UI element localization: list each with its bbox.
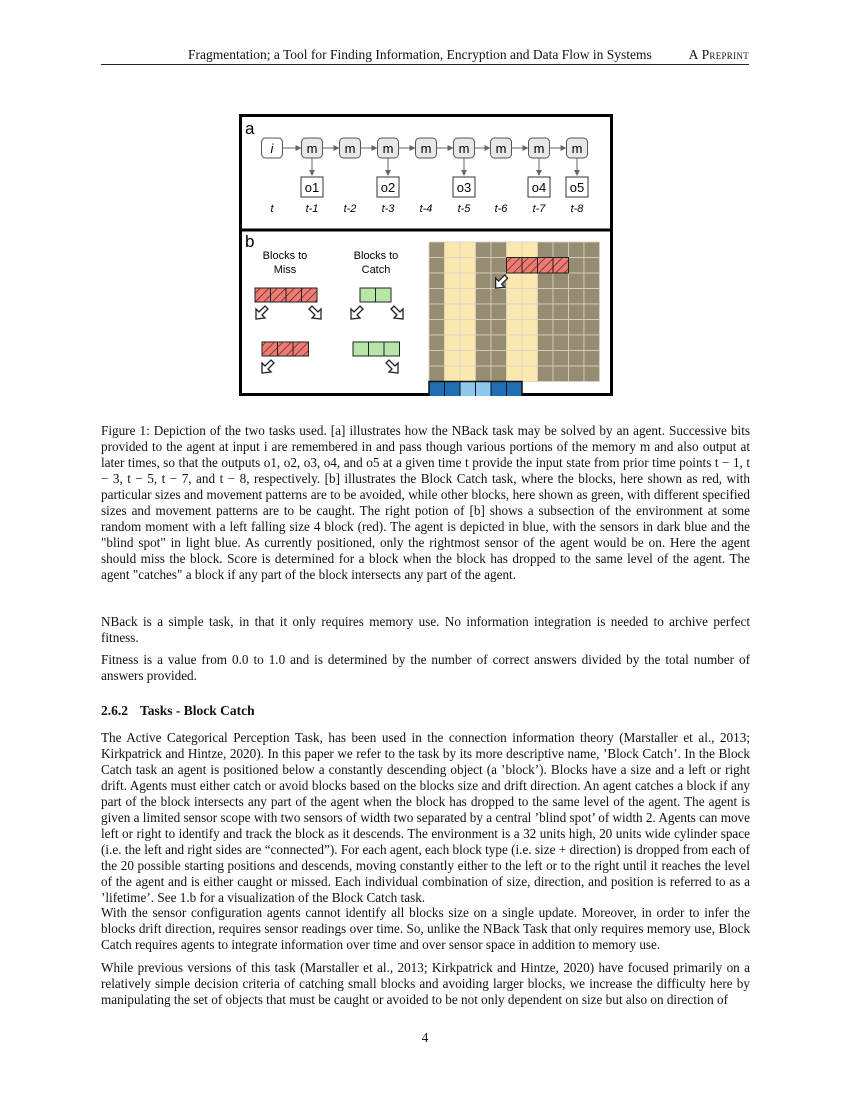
grid-cell bbox=[553, 366, 569, 382]
sensor-column-cell bbox=[522, 366, 538, 382]
sensor-column-cell bbox=[460, 258, 476, 274]
grid-cell bbox=[584, 335, 600, 351]
memory-symbol: m bbox=[571, 141, 583, 156]
time-label: t-4 bbox=[419, 203, 433, 215]
grid-cell bbox=[538, 273, 554, 289]
grid-cell bbox=[476, 366, 492, 382]
sensor-column-cell bbox=[445, 320, 461, 336]
grid-cell bbox=[491, 320, 507, 336]
catch-block bbox=[353, 342, 369, 356]
miss-block-hatch bbox=[286, 288, 302, 302]
grid-cell bbox=[491, 242, 507, 258]
grid-cell bbox=[569, 304, 585, 320]
grid-cell bbox=[584, 242, 600, 258]
grid-cell bbox=[429, 335, 445, 351]
sensor-column-cell bbox=[507, 289, 523, 305]
panel-a-label: a bbox=[245, 119, 255, 138]
grid-cell bbox=[569, 366, 585, 382]
sensor-column-cell bbox=[507, 366, 523, 382]
grid-cell bbox=[584, 289, 600, 305]
grid-cell bbox=[538, 320, 554, 336]
figure-caption: Figure 1: Depiction of the two tasks used. [a] illustrates how the NBack task may be solved by an agent. Successive bits provided to the agent at input i are remembered in and pass though various portions of the memory m and also output at later times, so that the outputs o1, o2, o3, o4, and o5 at a given time t provide the input state from prior time points t − 1, t − 3, t − 5, t − 7, and t − 8, respectively. [b] illustrates the Block Catch task, where the blocks, here shown as red, with particular sizes and movement patterns are to be avoided, while other blocks, here shown as green, with different specified sizes and movement patterns are to be caught. The right potion of [b] shows a subsection of the environment at some random moment with a left falling size 4 block (red). The agent is depicted in blue, with the sensors in dark blue and the "blind spot" in light blue. As currently positioned, only the rightmost sensor of the agent would be on. Here the agent should miss the block. Score is determined for a block when the block has dropped to the same level of the agent. The agent "catches" a block if any part of the block intersects any part of the agent. bbox=[101, 423, 750, 582]
grid-cell bbox=[476, 289, 492, 305]
grid-cell bbox=[584, 351, 600, 367]
memory-symbol: m bbox=[420, 141, 432, 156]
paragraph-fitness: Fitness is a value from 0.0 to 1.0 and is determined by the number of correct answers divided by the total number of answers provided. bbox=[101, 652, 750, 683]
sensor-column-cell bbox=[522, 304, 538, 320]
sensor-column-cell bbox=[460, 304, 476, 320]
grid-cell bbox=[569, 273, 585, 289]
sensor-column-cell bbox=[507, 351, 523, 367]
grid-cell bbox=[429, 351, 445, 367]
grid-cell bbox=[538, 304, 554, 320]
sensor-column-cell bbox=[507, 320, 523, 336]
grid-cell bbox=[476, 351, 492, 367]
time-label: t-7 bbox=[532, 203, 546, 215]
grid-cell bbox=[476, 242, 492, 258]
grid-cell bbox=[491, 335, 507, 351]
miss-label-line-1: Blocks to bbox=[262, 250, 308, 262]
sensor-column-cell bbox=[460, 366, 476, 382]
time-label: t-5 bbox=[457, 203, 471, 215]
miss-block-hatch bbox=[255, 288, 271, 302]
page-number: 4 bbox=[421, 1030, 429, 1045]
memory-symbol: m bbox=[533, 141, 545, 156]
grid-cell bbox=[429, 366, 445, 382]
sensor-column-cell bbox=[460, 335, 476, 351]
section-heading bbox=[101, 703, 255, 719]
agent-sensor bbox=[507, 382, 523, 397]
section-number: 2.6.2 bbox=[101, 703, 128, 718]
paragraph-sensor-config: With the sensor configuration agents cannot identify all blocks size on a single update. Moreover, in order to infer the blocks drift direction, requires sensor readings over time. So, unlike the NBack Task that only requires memory use, Block Catch requires agents to integrate information over time and over sensor space in addition to memory use. bbox=[101, 905, 750, 952]
sensor-column-cell bbox=[445, 289, 461, 305]
catch-label-line-2: Catch bbox=[361, 264, 391, 276]
memory-symbol: m bbox=[495, 141, 507, 156]
page-header bbox=[101, 44, 749, 65]
sensor-column-cell bbox=[522, 351, 538, 367]
sensor-column-cell bbox=[445, 304, 461, 320]
time-label: t bbox=[270, 203, 274, 215]
miss-block-hatch bbox=[271, 288, 287, 302]
grid-cell bbox=[569, 258, 585, 274]
grid-cell bbox=[584, 273, 600, 289]
grid-cell bbox=[491, 366, 507, 382]
catch-block bbox=[360, 288, 376, 302]
paragraph-previous-versions: While previous versions of this task (Marstaller et al., 2013; Kirkpatrick and Hintze, 2020) have focused primarily on a relatively simple decision criteria of catching small blocks and avoiding larger blocks, we increase the difficulty here by manipulating the set of objects that must be caught or avoided to be not only dependent on size but also on direction of bbox=[101, 960, 750, 1007]
sensor-column-cell bbox=[460, 289, 476, 305]
grid-cell bbox=[569, 242, 585, 258]
grid-cell bbox=[584, 304, 600, 320]
grid-cell bbox=[569, 351, 585, 367]
output-label: o2 bbox=[380, 180, 396, 195]
grid-cell bbox=[429, 258, 445, 274]
grid-cell bbox=[584, 366, 600, 382]
output-label: o5 bbox=[569, 180, 585, 195]
sensor-column-cell bbox=[460, 242, 476, 258]
grid-cell bbox=[429, 273, 445, 289]
time-label: t-2 bbox=[343, 203, 357, 215]
grid-cell bbox=[569, 289, 585, 305]
sensor-column-cell bbox=[507, 304, 523, 320]
grid-cell bbox=[538, 335, 554, 351]
sensor-column-cell bbox=[507, 242, 523, 258]
falling-block-hatch bbox=[522, 258, 538, 274]
miss-block-hatch bbox=[293, 342, 309, 356]
grid-cell bbox=[553, 304, 569, 320]
grid-cell bbox=[491, 351, 507, 367]
memory-symbol: m bbox=[306, 141, 318, 156]
agent-sensor bbox=[445, 382, 461, 397]
agent-blind-spot bbox=[476, 382, 492, 397]
grid-cell bbox=[553, 242, 569, 258]
grid-cell bbox=[584, 320, 600, 336]
sensor-column-cell bbox=[522, 335, 538, 351]
time-label: t-6 bbox=[494, 203, 508, 215]
grid-cell bbox=[476, 320, 492, 336]
input-symbol: i bbox=[270, 141, 274, 156]
agent-sensor bbox=[429, 382, 445, 397]
running-title: Fragmentation; a Tool for Finding Information, Encryption and Data Flow in Systems bbox=[188, 47, 652, 62]
time-label: t-8 bbox=[570, 203, 584, 215]
grid-cell bbox=[538, 242, 554, 258]
memory-symbol: m bbox=[344, 141, 356, 156]
sensor-column-cell bbox=[522, 289, 538, 305]
panel-b-label: b bbox=[245, 232, 255, 251]
grid-cell bbox=[476, 273, 492, 289]
grid-cell bbox=[429, 304, 445, 320]
sensor-column-cell bbox=[445, 258, 461, 274]
catch-block bbox=[369, 342, 385, 356]
output-label: o1 bbox=[304, 180, 320, 195]
sensor-column-cell bbox=[445, 273, 461, 289]
falling-block-hatch bbox=[553, 258, 569, 274]
grid-cell bbox=[429, 242, 445, 258]
grid-cell bbox=[553, 351, 569, 367]
memory-symbol: m bbox=[382, 141, 394, 156]
miss-label-line-2: Miss bbox=[273, 264, 297, 276]
grid-cell bbox=[491, 304, 507, 320]
output-label: o4 bbox=[531, 180, 547, 195]
memory-symbol: m bbox=[458, 141, 470, 156]
sensor-column-cell bbox=[522, 242, 538, 258]
time-label: t-3 bbox=[381, 203, 395, 215]
paragraph-nback: NBack is a simple task, in that it only requires memory use. No information integration is needed to archive perfect fitness. bbox=[101, 614, 750, 645]
agent-blind-spot bbox=[460, 382, 476, 397]
grid-cell bbox=[553, 320, 569, 336]
miss-block-hatch bbox=[278, 342, 294, 356]
catch-block bbox=[376, 288, 392, 302]
preprint-label: A Preprint bbox=[688, 47, 749, 62]
sensor-column-cell bbox=[507, 335, 523, 351]
grid-cell bbox=[569, 335, 585, 351]
miss-block-hatch bbox=[302, 288, 318, 302]
sensor-column-cell bbox=[445, 366, 461, 382]
grid-cell bbox=[538, 289, 554, 305]
grid-cell bbox=[476, 335, 492, 351]
sensor-column-cell bbox=[460, 273, 476, 289]
figure-1 bbox=[239, 114, 613, 396]
grid-cell bbox=[476, 258, 492, 274]
sensor-column-cell bbox=[445, 351, 461, 367]
falling-block-hatch bbox=[507, 258, 523, 274]
section-title: Tasks - Block Catch bbox=[140, 703, 255, 718]
grid-cell bbox=[538, 366, 554, 382]
grid-cell bbox=[538, 351, 554, 367]
grid-cell bbox=[553, 289, 569, 305]
grid-cell bbox=[476, 304, 492, 320]
grid-cell bbox=[429, 289, 445, 305]
sensor-column-cell bbox=[522, 320, 538, 336]
catch-label-line-1: Blocks to bbox=[353, 250, 399, 262]
output-label: o3 bbox=[456, 180, 472, 195]
agent-sensor bbox=[491, 382, 507, 397]
sensor-column-cell bbox=[445, 242, 461, 258]
grid-cell bbox=[584, 258, 600, 274]
sensor-column-cell bbox=[460, 351, 476, 367]
sensor-column-cell bbox=[507, 273, 523, 289]
grid-cell bbox=[569, 320, 585, 336]
catch-block bbox=[384, 342, 400, 356]
grid-cell bbox=[491, 289, 507, 305]
miss-block-hatch bbox=[262, 342, 278, 356]
paragraph-block-catch: The Active Categorical Perception Task, has been used in the connection information theory (Marstaller et al., 2013; Kirkpatrick and Hintze, 2020). In this paper we refer to the task by its more descriptive name, ’Block Catch’. In the Block Catch task an agent is positioned below a constantly descending object (a ’block’). Blocks have a size and a left or right drift. Agents must either catch or avoid blocks based on the blocks size and drift direction. An agent catches a block if any part of the block intersects any part of the agent when the block has dropped to the same level of the agent. The agent is given a limited sensor scope with two sensors of width two separated by a central ’blind spot’ of width 2. Agents can move left or right to identify and track the block as it descends. The environment is a 32 units high, 20 units wide cylinder space (i.e. the left and right sides are “connected”). For each agent, each block type (i.e. size + direction) is dropped from each of the 20 possible starting positions and descends, moving constantly either to the left or to the right until it reaches the level of the agent and is either caught or missed. Each individual combination of size, direction, and position is referred to as a ’lifetime’. See 1.b for a visualization of the Block Catch task. bbox=[101, 730, 750, 905]
grid-cell bbox=[491, 258, 507, 274]
sensor-column-cell bbox=[460, 320, 476, 336]
falling-block-hatch bbox=[538, 258, 554, 274]
sensor-column-cell bbox=[522, 273, 538, 289]
grid-cell bbox=[429, 320, 445, 336]
grid-cell bbox=[553, 335, 569, 351]
time-label: t-1 bbox=[305, 203, 319, 215]
grid-cell bbox=[553, 273, 569, 289]
sensor-column-cell bbox=[445, 335, 461, 351]
